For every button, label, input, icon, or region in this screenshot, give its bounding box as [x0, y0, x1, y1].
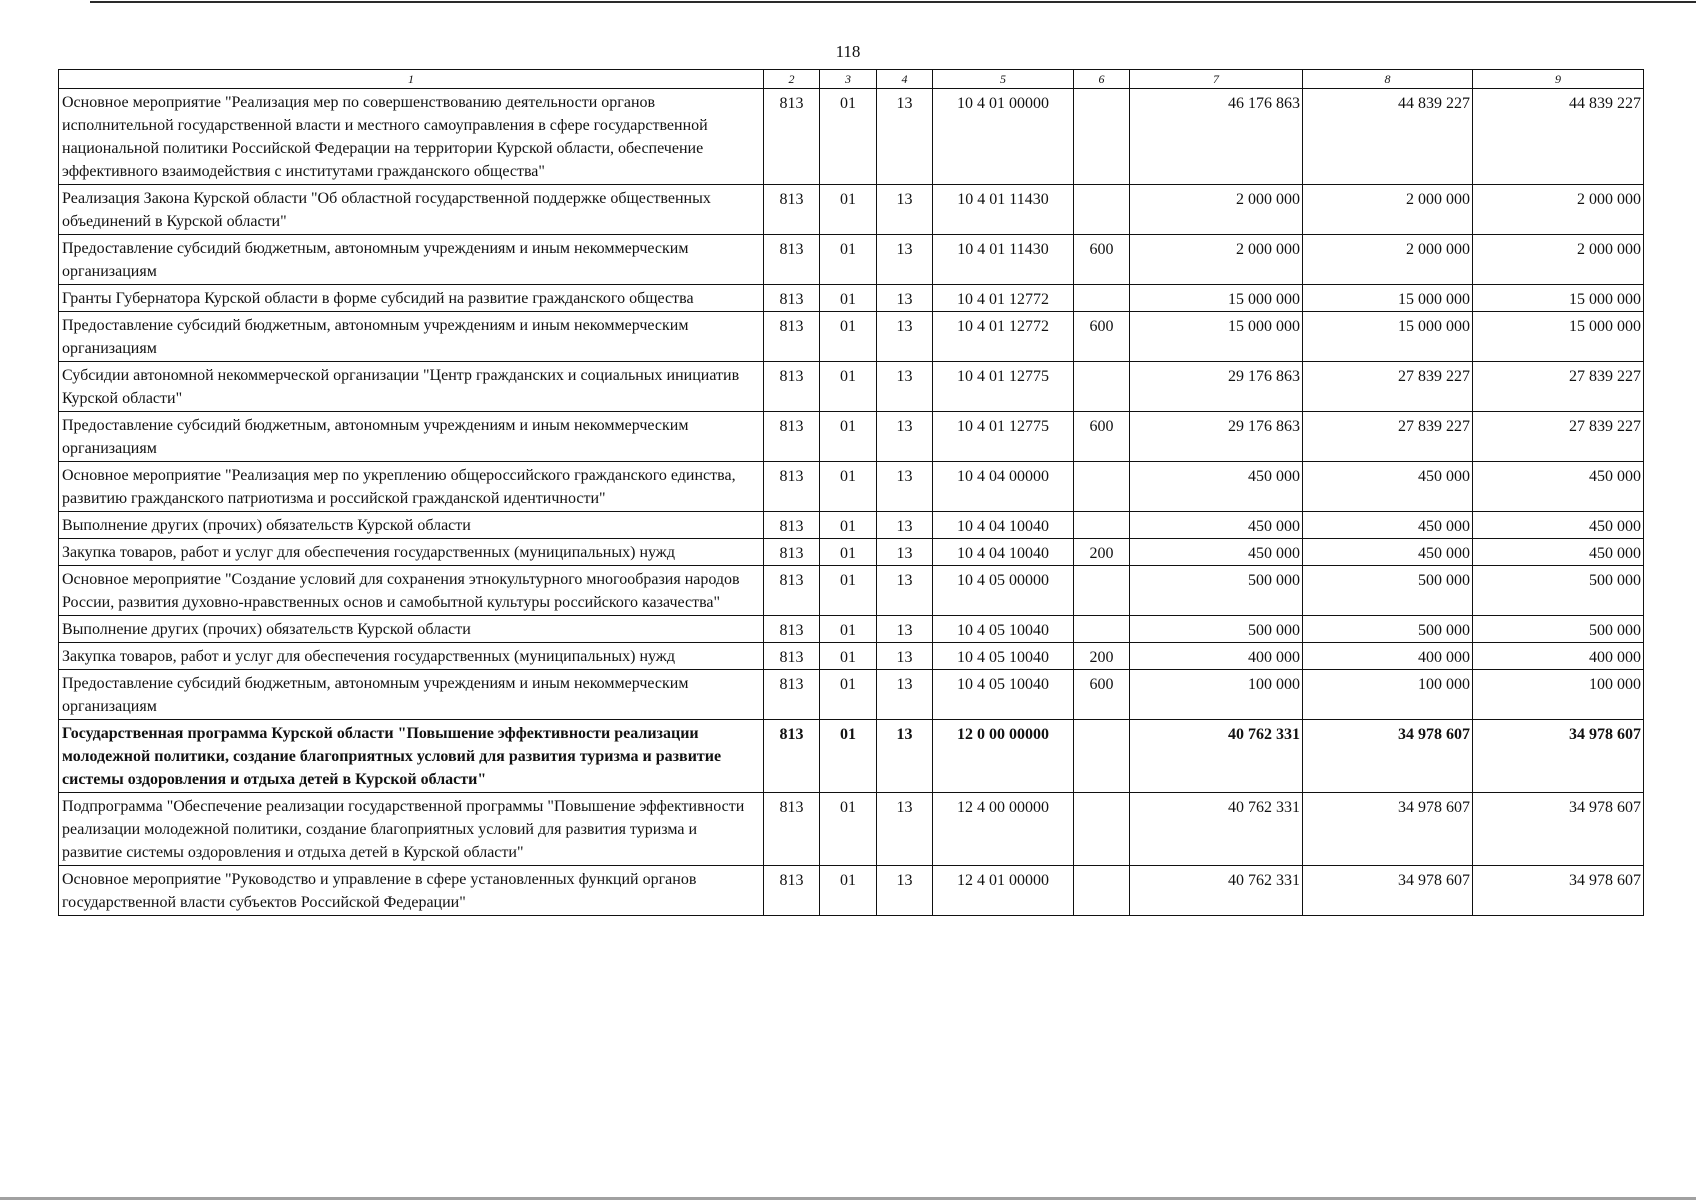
amount-col-9-cell: 15 000 000 [1473, 285, 1644, 312]
row-name-cell: Предоставление субсидий бюджетным, автономным учреждениям и иным некоммерческим организациям [59, 412, 764, 462]
ministry-code-cell: 813 [764, 539, 820, 566]
section-code-cell: 01 [820, 412, 877, 462]
target-article-cell: 10 4 05 10040 [933, 643, 1074, 670]
expense-type-cell [1074, 285, 1130, 312]
amount-col-9-cell: 34 978 607 [1473, 720, 1644, 793]
scan-top-border [90, 1, 1696, 3]
amount-col-8-cell: 27 839 227 [1303, 412, 1473, 462]
ministry-code-cell: 813 [764, 866, 820, 916]
subsection-code-cell: 13 [877, 670, 933, 720]
expense-type-cell: 200 [1074, 643, 1130, 670]
subsection-code-cell: 13 [877, 720, 933, 793]
amount-col-9-cell: 34 978 607 [1473, 866, 1644, 916]
ministry-code-cell: 813 [764, 720, 820, 793]
target-article-cell: 12 0 00 00000 [933, 720, 1074, 793]
target-article-cell: 10 4 04 00000 [933, 462, 1074, 512]
amount-col-7-cell: 500 000 [1130, 566, 1303, 616]
subsection-code-cell: 13 [877, 462, 933, 512]
amount-col-9-cell: 100 000 [1473, 670, 1644, 720]
expense-type-cell: 600 [1074, 670, 1130, 720]
row-name-cell: Основное мероприятие "Реализация мер по укреплению общероссийского гражданского единства, развитию гражданского патриотизма и российской гражданской идентичности" [59, 462, 764, 512]
header-col-2: 2 [764, 70, 820, 89]
header-col-1: 1 [59, 70, 764, 89]
section-code-cell: 01 [820, 512, 877, 539]
amount-col-8-cell: 34 978 607 [1303, 793, 1473, 866]
subsection-code-cell: 13 [877, 616, 933, 643]
amount-col-7-cell: 29 176 863 [1130, 412, 1303, 462]
section-code-cell: 01 [820, 462, 877, 512]
amount-col-9-cell: 450 000 [1473, 512, 1644, 539]
target-article-cell: 10 4 01 12775 [933, 362, 1074, 412]
amount-col-8-cell: 15 000 000 [1303, 285, 1473, 312]
ministry-code-cell: 813 [764, 670, 820, 720]
target-article-cell: 12 4 00 00000 [933, 793, 1074, 866]
expense-type-cell [1074, 616, 1130, 643]
expense-type-cell [1074, 462, 1130, 512]
section-code-cell: 01 [820, 539, 877, 566]
table-row [59, 793, 1644, 866]
amount-col-7-cell: 15 000 000 [1130, 285, 1303, 312]
section-code-cell: 01 [820, 793, 877, 866]
expense-type-cell: 600 [1074, 312, 1130, 362]
amount-col-8-cell: 34 978 607 [1303, 866, 1473, 916]
amount-col-8-cell: 450 000 [1303, 539, 1473, 566]
page-number: 118 [835, 42, 861, 61]
table-body [59, 89, 1644, 916]
subsection-code-cell: 13 [877, 362, 933, 412]
target-article-cell: 10 4 04 10040 [933, 539, 1074, 566]
ministry-code-cell: 813 [764, 285, 820, 312]
amount-col-7-cell: 2 000 000 [1130, 185, 1303, 235]
header-col-8: 8 [1303, 70, 1473, 89]
section-code-cell: 01 [820, 670, 877, 720]
amount-col-7-cell: 450 000 [1130, 539, 1303, 566]
amount-col-9-cell: 27 839 227 [1473, 412, 1644, 462]
expense-type-cell [1074, 362, 1130, 412]
target-article-cell: 12 4 01 00000 [933, 866, 1074, 916]
amount-col-9-cell: 500 000 [1473, 616, 1644, 643]
row-name-cell: Предоставление субсидий бюджетным, автономным учреждениям и иным некоммерческим организациям [59, 312, 764, 362]
table-row [59, 643, 1644, 670]
amount-col-8-cell: 2 000 000 [1303, 185, 1473, 235]
section-code-cell: 01 [820, 866, 877, 916]
target-article-cell: 10 4 01 00000 [933, 89, 1074, 185]
header-col-5: 5 [933, 70, 1074, 89]
table-row [59, 312, 1644, 362]
header-col-9: 9 [1473, 70, 1644, 89]
subsection-code-cell: 13 [877, 539, 933, 566]
amount-col-8-cell: 15 000 000 [1303, 312, 1473, 362]
ministry-code-cell: 813 [764, 462, 820, 512]
amount-col-9-cell: 2 000 000 [1473, 185, 1644, 235]
expense-type-cell [1074, 793, 1130, 866]
amount-col-7-cell: 46 176 863 [1130, 89, 1303, 185]
budget-table [58, 69, 1644, 916]
section-code-cell: 01 [820, 89, 877, 185]
table-row [59, 616, 1644, 643]
ministry-code-cell: 813 [764, 235, 820, 285]
row-name-cell: Государственная программа Курской области "Повышение эффективности реализации молодежной политики, создание благоприятных условий для развития туризма и развитие системы оздоровления и отдыха детей в Курской области" [59, 720, 764, 793]
amount-col-7-cell: 100 000 [1130, 670, 1303, 720]
target-article-cell: 10 4 01 12772 [933, 312, 1074, 362]
subsection-code-cell: 13 [877, 312, 933, 362]
section-code-cell: 01 [820, 285, 877, 312]
target-article-cell: 10 4 05 10040 [933, 616, 1074, 643]
amount-col-8-cell: 34 978 607 [1303, 720, 1473, 793]
amount-col-7-cell: 500 000 [1130, 616, 1303, 643]
amount-col-9-cell: 44 839 227 [1473, 89, 1644, 185]
table-row [59, 539, 1644, 566]
amount-col-9-cell: 34 978 607 [1473, 793, 1644, 866]
subsection-code-cell: 13 [877, 412, 933, 462]
table-row [59, 512, 1644, 539]
table-row [59, 235, 1644, 285]
expense-type-cell [1074, 866, 1130, 916]
header-row [59, 70, 1644, 89]
target-article-cell: 10 4 01 12772 [933, 285, 1074, 312]
table-row [59, 670, 1644, 720]
ministry-code-cell: 813 [764, 643, 820, 670]
section-code-cell: 01 [820, 720, 877, 793]
amount-col-9-cell: 400 000 [1473, 643, 1644, 670]
amount-col-8-cell: 400 000 [1303, 643, 1473, 670]
ministry-code-cell: 813 [764, 362, 820, 412]
subsection-code-cell: 13 [877, 89, 933, 185]
ministry-code-cell: 813 [764, 89, 820, 185]
amount-col-8-cell: 2 000 000 [1303, 235, 1473, 285]
subsection-code-cell: 13 [877, 235, 933, 285]
subsection-code-cell: 13 [877, 793, 933, 866]
row-name-cell: Гранты Губернатора Курской области в форме субсидий на развитие гражданского общества [59, 285, 764, 312]
table-row [59, 566, 1644, 616]
expense-type-cell [1074, 512, 1130, 539]
expense-type-cell [1074, 720, 1130, 793]
header-col-3: 3 [820, 70, 877, 89]
target-article-cell: 10 4 01 11430 [933, 185, 1074, 235]
amount-col-7-cell: 40 762 331 [1130, 720, 1303, 793]
amount-col-8-cell: 450 000 [1303, 512, 1473, 539]
row-name-cell: Подпрограмма "Обеспечение реализации государственной программы "Повышение эффективности реализации молодежной политики, создание благоприятных условий для развития туризма и развитие системы оздоровления и отдыха детей в Курской области" [59, 793, 764, 866]
amount-col-7-cell: 40 762 331 [1130, 866, 1303, 916]
table-row [59, 89, 1644, 185]
amount-col-8-cell: 500 000 [1303, 616, 1473, 643]
amount-col-7-cell: 450 000 [1130, 462, 1303, 512]
table-row [59, 462, 1644, 512]
row-name-cell: Предоставление субсидий бюджетным, автономным учреждениям и иным некоммерческим организациям [59, 235, 764, 285]
ministry-code-cell: 813 [764, 566, 820, 616]
row-name-cell: Закупка товаров, работ и услуг для обеспечения государственных (муниципальных) нужд [59, 643, 764, 670]
section-code-cell: 01 [820, 566, 877, 616]
amount-col-7-cell: 400 000 [1130, 643, 1303, 670]
row-name-cell: Выполнение других (прочих) обязательств Курской области [59, 512, 764, 539]
header-col-4: 4 [877, 70, 933, 89]
amount-col-8-cell: 27 839 227 [1303, 362, 1473, 412]
section-code-cell: 01 [820, 616, 877, 643]
section-code-cell: 01 [820, 235, 877, 285]
table-header [59, 70, 1644, 89]
header-col-6: 6 [1074, 70, 1130, 89]
amount-col-7-cell: 2 000 000 [1130, 235, 1303, 285]
expense-type-cell: 200 [1074, 539, 1130, 566]
ministry-code-cell: 813 [764, 312, 820, 362]
subsection-code-cell: 13 [877, 512, 933, 539]
target-article-cell: 10 4 05 10040 [933, 670, 1074, 720]
section-code-cell: 01 [820, 362, 877, 412]
ministry-code-cell: 813 [764, 793, 820, 866]
table-row [59, 866, 1644, 916]
row-name-cell: Выполнение других (прочих) обязательств Курской области [59, 616, 764, 643]
amount-col-8-cell: 100 000 [1303, 670, 1473, 720]
section-code-cell: 01 [820, 643, 877, 670]
amount-col-7-cell: 15 000 000 [1130, 312, 1303, 362]
table-row [59, 185, 1644, 235]
row-name-cell: Основное мероприятие "Реализация мер по совершенствованию деятельности органов исполнительной государственной власти и местного самоуправления в сфере государственной национальной политики Российской Федерации на территории Курской области, обеспечение эффективного взаимодействия с институтами гражданского общества" [59, 89, 764, 185]
row-name-cell: Закупка товаров, работ и услуг для обеспечения государственных (муниципальных) нужд [59, 539, 764, 566]
amount-col-9-cell: 2 000 000 [1473, 235, 1644, 285]
expense-type-cell [1074, 89, 1130, 185]
row-name-cell: Субсидии автономной некоммерческой организации "Центр гражданских и социальных инициатив Курской области" [59, 362, 764, 412]
amount-col-9-cell: 450 000 [1473, 539, 1644, 566]
amount-col-8-cell: 500 000 [1303, 566, 1473, 616]
ministry-code-cell: 813 [764, 185, 820, 235]
row-name-cell: Реализация Закона Курской области "Об областной государственной поддержке общественных объединений в Курской области" [59, 185, 764, 235]
amount-col-9-cell: 15 000 000 [1473, 312, 1644, 362]
header-col-7: 7 [1130, 70, 1303, 89]
expense-type-cell [1074, 566, 1130, 616]
amount-col-8-cell: 450 000 [1303, 462, 1473, 512]
row-name-cell: Основное мероприятие "Руководство и управление в сфере установленных функций органов государственной власти субъектов Российской Федерации" [59, 866, 764, 916]
subsection-code-cell: 13 [877, 643, 933, 670]
expense-type-cell: 600 [1074, 412, 1130, 462]
expense-type-cell [1074, 185, 1130, 235]
amount-col-7-cell: 450 000 [1130, 512, 1303, 539]
ministry-code-cell: 813 [764, 412, 820, 462]
section-code-cell: 01 [820, 312, 877, 362]
ministry-code-cell: 813 [764, 512, 820, 539]
table-row [59, 720, 1644, 793]
amount-col-9-cell: 500 000 [1473, 566, 1644, 616]
row-name-cell: Предоставление субсидий бюджетным, автономным учреждениям и иным некоммерческим организациям [59, 670, 764, 720]
expense-type-cell: 600 [1074, 235, 1130, 285]
section-code-cell: 01 [820, 185, 877, 235]
amount-col-7-cell: 29 176 863 [1130, 362, 1303, 412]
amount-col-7-cell: 40 762 331 [1130, 793, 1303, 866]
table-row [59, 412, 1644, 462]
table-row [59, 362, 1644, 412]
target-article-cell: 10 4 05 00000 [933, 566, 1074, 616]
amount-col-9-cell: 27 839 227 [1473, 362, 1644, 412]
subsection-code-cell: 13 [877, 566, 933, 616]
amount-col-9-cell: 450 000 [1473, 462, 1644, 512]
target-article-cell: 10 4 01 11430 [933, 235, 1074, 285]
subsection-code-cell: 13 [877, 285, 933, 312]
target-article-cell: 10 4 01 12775 [933, 412, 1074, 462]
row-name-cell: Основное мероприятие "Создание условий для сохранения этнокультурного многообразия народов России, развития духовно-нравственных основ и самобытной культуры российского казачества" [59, 566, 764, 616]
table-row [59, 285, 1644, 312]
ministry-code-cell: 813 [764, 616, 820, 643]
subsection-code-cell: 13 [877, 866, 933, 916]
target-article-cell: 10 4 04 10040 [933, 512, 1074, 539]
subsection-code-cell: 13 [877, 185, 933, 235]
amount-col-8-cell: 44 839 227 [1303, 89, 1473, 185]
